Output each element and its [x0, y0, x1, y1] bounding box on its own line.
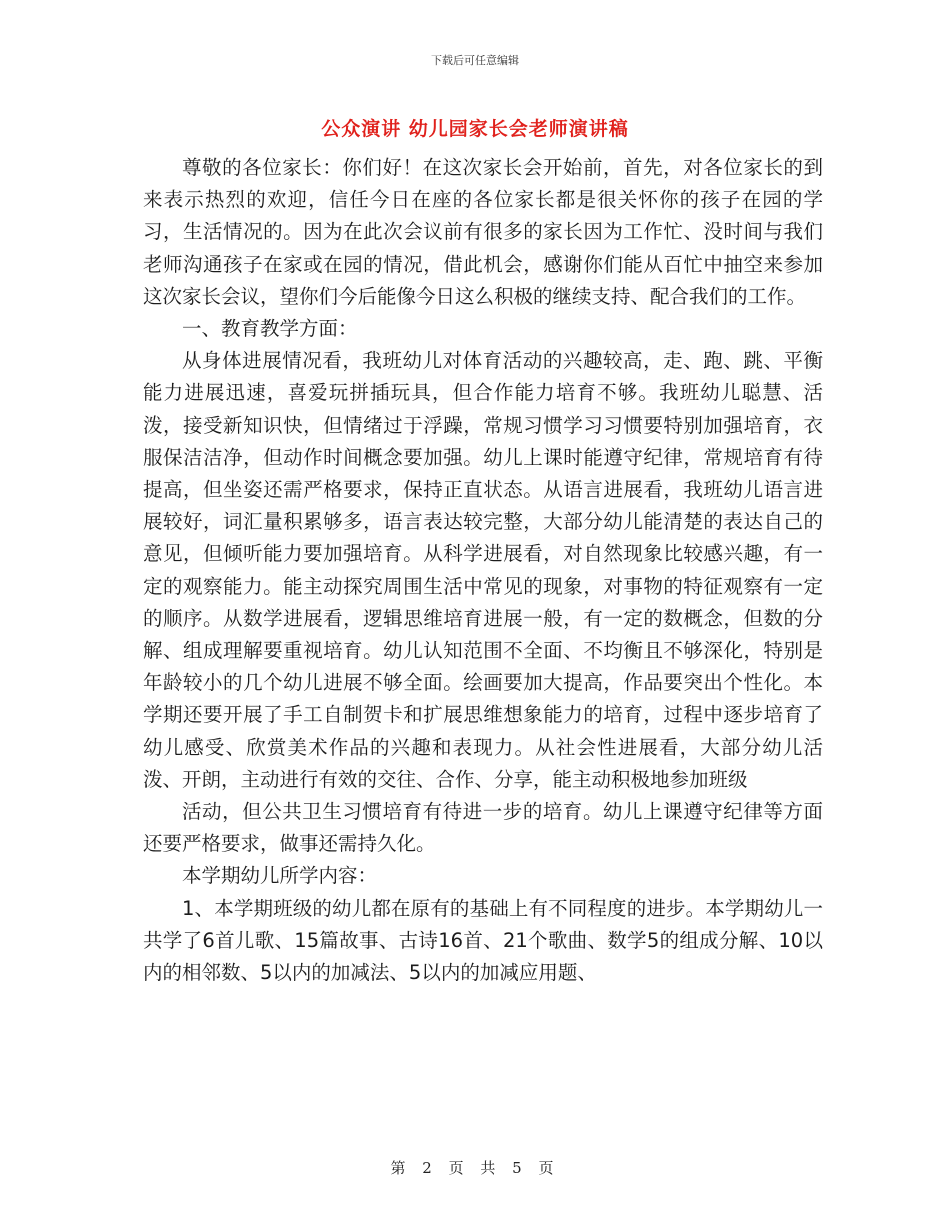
- header-note: 下载后可任意编辑: [431, 54, 519, 67]
- section-heading-education: 一、教育教学方面：: [182, 317, 358, 341]
- section-heading-content: 本学期幼儿所学内容：: [182, 864, 378, 888]
- paragraph-content-list: 1、本学期班级的幼儿都在原有的基础上有不同程度的进步。本学期幼儿一共学了6首儿歌、15篇故事、古诗16首、21个歌曲、数学5的组成分解、10以内的相邻数、5以内的加减法、5以内的加减应用题、: [143, 896, 823, 985]
- document-body: [143, 152, 823, 989]
- paragraph-activity: 活动，但公共卫生习惯培育有待进一步的培育。幼儿上课遵守纪律等方面还要严格要求，做事还需持久化。: [143, 800, 823, 856]
- paragraph-greeting: 尊敬的各位家长：你们好！在这次家长会开始前，首先，对各位家长的到来表示热烈的欢迎，信任今日在座的各位家长都是很关怀你的孩子在园的学习，生活情况的。因为在此次会议前有很多的家长因为工作忙、没时间与我们老师沟通孩子在家或在园的情况，借此机会，感谢你们能从百忙中抽空来参加这次家长会议，望你们今后能像今日这么积极的继续支持、配合我们的工作。: [143, 156, 823, 308]
- page-number-footer: 第 2 页 共 5 页: [390, 1159, 560, 1177]
- document-title: 公众演讲 幼儿园家长会老师演讲稿: [321, 118, 629, 140]
- paragraph-development: 从身体进展情况看，我班幼儿对体育活动的兴趣较高，走、跑、跳、平衡能力进展迅速，喜爱玩拼插玩具，但合作能力培育不够。我班幼儿聪慧、活泼，接受新知识快，但情绪过于浮躁，常规习惯学习习惯要特别加强培育，衣服保洁洁净，但动作时间概念要加强。幼儿上课时能遵守纪律，常规培育有待提高，但坐姿还需严格要求，保持正直状态。从语言进展看，我班幼儿语言进展较好，词汇量积累够多，语言表达较完整，大部分幼儿能清楚的表达自己的意见，但倾听能力要加强培育。从科学进展看，对自然现象比较感兴趣，有一定的观察能力。能主动探究周围生活中常见的现象，对事物的特征观察有一定的顺序。从数学进展看，逻辑思维培育进展一般，有一定的数概念，但数的分解、组成理解要重视培育。幼儿认知范围不全面、不均衡且不够深化，特别是年龄较小的几个幼儿进展不够全面。绘画要加大提高，作品要突出个性化。本学期还要开展了手工自制贺卡和扩展思维想象能力的培育，过程中逐步培育了幼儿感受、欣赏美术作品的兴趣和表现力。从社会性进展看，大部分幼儿活泼、开朗，主动进行有效的交往、合作、分享，能主动积极地参加班级: [143, 349, 823, 791]
